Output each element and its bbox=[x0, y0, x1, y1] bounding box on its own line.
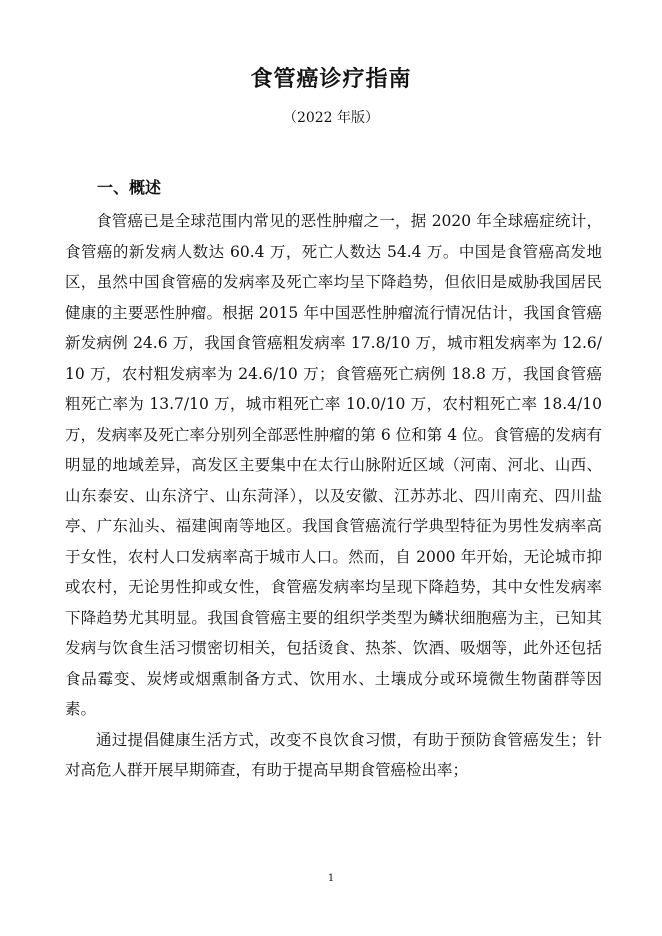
paragraph-prevention: 通过提倡健康生活方式，改变不良饮食习惯，有助于预防食管癌发生；针对高危人群开展早期筛查，有助于提高早期食管癌检出率； bbox=[65, 730, 602, 779]
paragraph-overview: 食管癌已是全球范围内常见的恶性肿瘤之一，据 2020 年全球癌症统计，食管癌的新发病人数达 60.4 万，死亡人数达 54.4 万。中国是食管癌高发地区，虽然中国食管癌的发病率及死亡率均呈下降趋势，但依旧是威胁我国居民健康的主要恶性肿瘤。根据 2015 年中国恶性肿瘤流行情况估计，我国食管癌新发病例 24.6 万，我国食管癌粗发病率 17.8/10 万，城市粗发病率为 12.6/10 万，农村粗发病率为 24.6/10 万；食管癌死亡病例 18.8 万，我国食管癌粗死亡率为 13.7/10 万，城市粗死亡率 10.0/10 万，农村粗死亡率 18.4/10 万，发病率及死亡率分别列全部恶性肿瘤的第 6 位和第 4 位。食管癌的发病有明显的地域差异，高发区主要集中在太行山脉附近区域（河南、河北、山西、山东泰安、山东济宁、山东菏泽），以及安徽、江苏苏北、四川南充、四川盐亭、广东汕头、福建闽南等地区。我国食管癌流行学典型特征为男性发病率高于女性，农村人口发病率高于城市人口。然而，自 2000 年开始，无论城市抑或农村，无论男性抑或女性，食管癌发病率均呈现下降趋势，其中女性发病率下降趋势尤其明显。我国食管癌主要的组织学类型为鳞状细胞癌为主，已知其发病与饮食生活习惯密切相关，包括烫食、热茶、饮酒、吸烟等，此外还包括食品霉变、炭烤或烟熏制备方式、饮用水、土壤成分或环境微生物菌群等因素。 bbox=[65, 212, 602, 718]
document-body bbox=[65, 206, 602, 786]
page-number: 1 bbox=[327, 873, 335, 884]
document-title: 食管癌诊疗指南 bbox=[250, 67, 412, 92]
edition-label: （2022 年版） bbox=[282, 110, 380, 126]
section-heading: 一、概述 bbox=[97, 178, 162, 197]
